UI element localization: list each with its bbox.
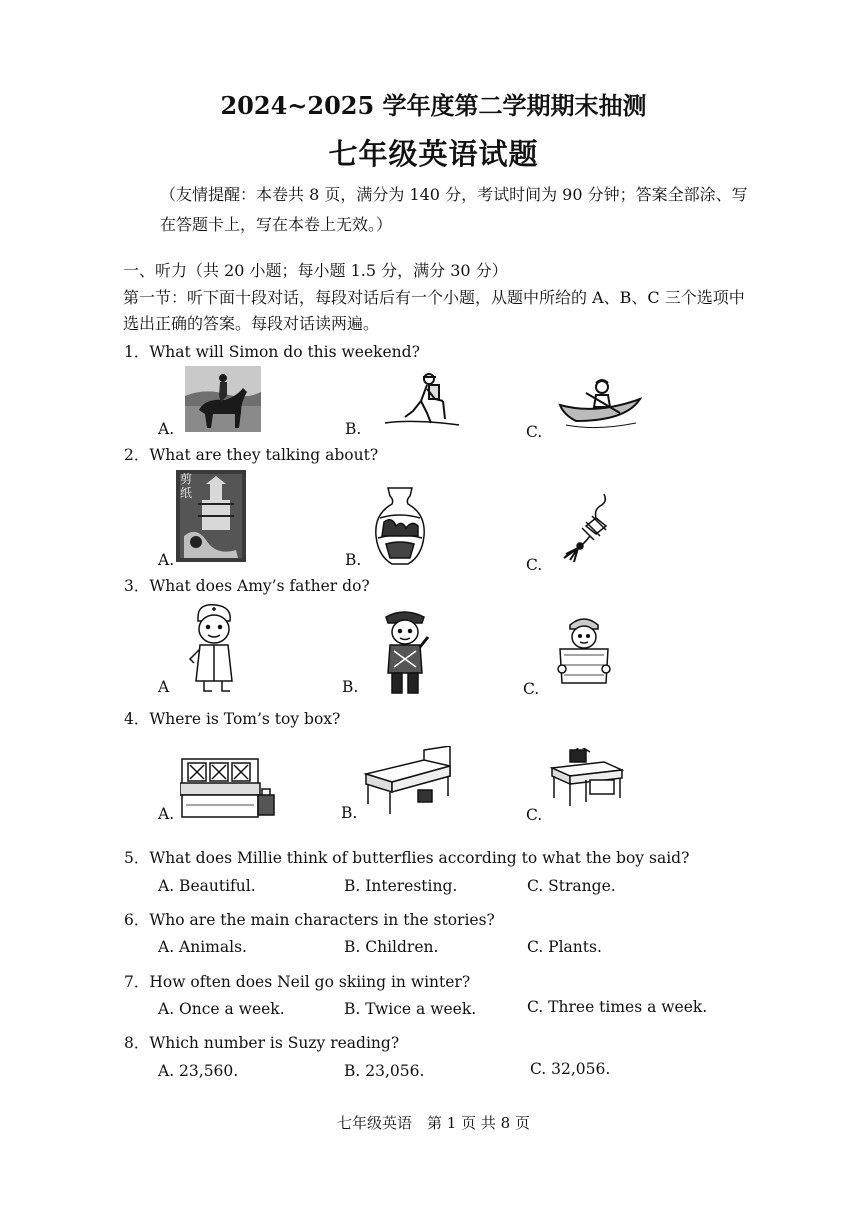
page-footer: 七年级英语 第 1 页 共 8 页 — [337, 1114, 530, 1132]
question-number: 6． — [124, 911, 150, 929]
option-a: A. Animals. — [158, 938, 247, 956]
horse-riding-photo — [185, 366, 261, 432]
option-label-c: C. — [526, 423, 543, 441]
option-label-a: A. — [158, 420, 175, 438]
question-number: 3． — [124, 577, 150, 595]
option-label-a: A. — [158, 551, 175, 569]
sofa-box-drawing — [180, 755, 278, 821]
question-4 — [124, 707, 340, 729]
option-label-c: C. — [526, 556, 543, 574]
option-label-b: B. — [341, 804, 358, 822]
option-a: A. Beautiful. — [158, 877, 256, 895]
question-text: Who are the main characters in the stories? — [149, 911, 495, 929]
question-text: What does Amy’s father do? — [149, 577, 370, 595]
worker-drawing — [556, 613, 612, 689]
question-text: How often does Neil go skiing in winter? — [149, 973, 471, 991]
option-c: C. Three times a week. — [527, 998, 708, 1016]
section-heading: 一、听力（共 20 小题；每小题 1.5 分，满分 30 分） — [123, 261, 508, 280]
chinese-knot-drawing — [560, 492, 612, 562]
option-b: B. 23,056. — [344, 1062, 425, 1080]
exam-title: 2024~2025 学年度第二学期期末抽测 — [220, 91, 647, 120]
desk-box-drawing — [550, 748, 624, 808]
option-b: B. Interesting. — [344, 877, 458, 895]
question-7 — [124, 970, 470, 992]
question-6 — [124, 908, 495, 930]
option-label-c: C. — [526, 806, 543, 824]
option-a: A. Once a week. — [158, 1000, 285, 1018]
policeman-drawing — [380, 607, 430, 697]
option-label-b: B. — [345, 420, 362, 438]
question-text: What are they talking about? — [149, 446, 379, 464]
option-b: B. Children. — [344, 938, 439, 956]
question-1 — [124, 340, 420, 362]
exam-notice: （友情提醒：本卷共 8 页，满分为 140 分，考试时间为 90 分钟；答案全部涂、写在答题卡上，写在本卷上无效。） — [160, 185, 748, 234]
option-label-a: A. — [158, 805, 175, 823]
question-text: Which number is Suzy reading? — [149, 1034, 400, 1052]
section-instruction-line2: 选出正确的答案。每段对话读两遍。 — [123, 314, 380, 333]
boating-boy-drawing — [556, 375, 642, 431]
question-text: What will Simon do this weekend? — [149, 343, 420, 361]
question-3 — [124, 574, 370, 596]
paper-cut-caption: 剪纸 — [180, 472, 193, 500]
question-number: 4． — [124, 710, 150, 728]
option-label-a: A — [158, 678, 170, 696]
paper-cutting-photo — [176, 470, 246, 562]
question-number: 8． — [124, 1034, 150, 1052]
question-text: Where is Tom’s toy box? — [149, 710, 341, 728]
exam-subtitle: 七年级英语试题 — [328, 137, 539, 171]
hiking-man-drawing — [383, 371, 461, 429]
option-label-b: B. — [345, 551, 362, 569]
option-c: C. 32,056. — [530, 1060, 611, 1078]
option-label-c: C. — [523, 680, 540, 698]
option-c: C. Plants. — [527, 938, 602, 956]
question-8 — [124, 1031, 399, 1053]
option-a: A. 23,560. — [158, 1062, 239, 1080]
option-label-b: B. — [342, 678, 359, 696]
porcelain-vase-drawing — [370, 486, 430, 568]
question-2 — [124, 443, 378, 465]
question-number: 5． — [124, 849, 150, 867]
doctor-drawing — [186, 603, 240, 693]
bed-box-drawing — [362, 746, 454, 816]
option-b: B. Twice a week. — [344, 1000, 477, 1018]
question-text: What does Millie think of butterflies according to what the boy said? — [149, 849, 690, 867]
question-5 — [124, 846, 689, 868]
question-number: 1． — [124, 343, 150, 361]
question-number: 7． — [124, 973, 150, 991]
question-number: 2． — [124, 446, 150, 464]
option-c: C. Strange. — [527, 877, 616, 895]
section-instruction-line1: 第一节：听下面十段对话，每段对话后有一个小题，从题中所给的 A、B、C 三个选项中 — [123, 288, 745, 307]
